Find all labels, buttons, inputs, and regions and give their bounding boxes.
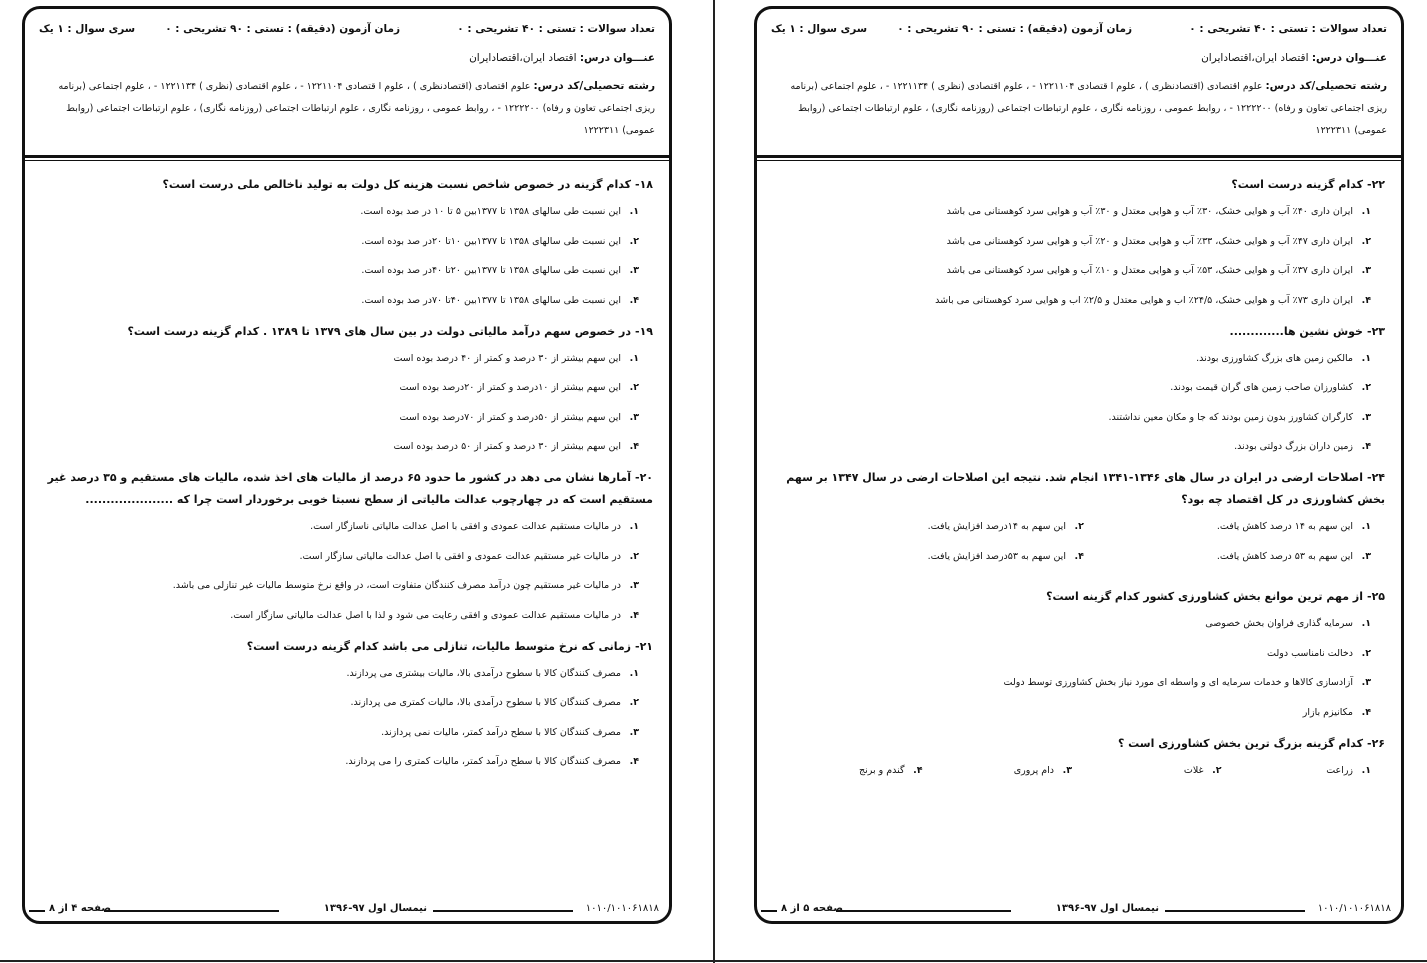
option-number: ۳. <box>1361 411 1371 423</box>
answer-option <box>797 547 1084 567</box>
exam-time: زمان آزمون (دقیقه) : تستی : ۹۰ تشریحی : ۰ <box>165 23 400 35</box>
answer-option <box>41 664 653 684</box>
option-text: مالکین زمین های بزرگ کشاورزی بودند. <box>1196 352 1353 364</box>
answer-option <box>1072 761 1222 781</box>
question-stem: اصلاحات ارضی در ایران در سال های ۱۳۴۶-۱۳۴۱ انجام شد. نتیجه این اصلاحات ارضی در سال ۱۳۴۷ بر سهم بخش کشاورزی در کل اقتصاد چه بود؟ <box>786 471 1385 506</box>
question-text <box>41 636 653 658</box>
options-list <box>773 614 1385 723</box>
option-number: ۳. <box>1361 550 1371 562</box>
answer-option <box>41 606 653 626</box>
question-item <box>773 174 1385 311</box>
exam-code: ۱۰۱۰/۱۰۱۰۶۱۸۱۸ <box>585 903 659 914</box>
answer-option <box>773 378 1385 398</box>
answer-option <box>773 232 1385 252</box>
option-text: این نسبت طی سالهای ۱۳۵۸ تا ۱۳۷۷بین ۴۰تا ۷۰در صد بوده است. <box>361 294 621 306</box>
option-number: ۱. <box>1361 618 1371 629</box>
option-number: ۳. <box>1361 265 1371 276</box>
option-number: ۱. <box>1361 352 1371 364</box>
page-number: صفحه ۴ از ۸ <box>49 903 111 914</box>
question-number: ۲۱- <box>634 639 653 653</box>
question-stem: آمارها نشان می دهد در کشور ما حدود ۶۵ درصد از مالیات های اخذ شده، مالیات های مستقیم و ۳۵ درصد غیر مستقیم است که در چهارچوب عدالت مالیاتی از سطح نسبتا خوبی برخوردار است چرا که ..................... <box>47 471 653 506</box>
question-text <box>41 321 653 343</box>
option-text: در مالیات مستقیم عدالت عمودی و افقی با اصل عدالت مالیاتی ناسازگار است. <box>310 521 621 532</box>
option-text: سرمایه گذاری فراوان بخش خصوصی <box>1205 618 1353 629</box>
option-number: ۳. <box>629 411 639 423</box>
course-title <box>1201 52 1387 64</box>
option-number: ۴. <box>629 756 639 767</box>
question-item <box>773 586 1385 723</box>
option-text: آزادسازی کالاها و خدمات سرمایه ای و واسطه ای مورد نیاز بخش کشاورزی توسط دولت <box>1003 677 1353 688</box>
question-stem: خوش نشین ها............. <box>1229 324 1363 338</box>
answer-option <box>773 261 1385 281</box>
answer-option <box>773 614 1385 634</box>
options-list <box>773 517 1385 576</box>
answer-option <box>41 408 653 428</box>
question-item <box>41 174 653 311</box>
question-item <box>773 467 1385 576</box>
question-stem: کدام گزینه درست است؟ <box>1231 178 1363 191</box>
answer-option <box>1084 517 1371 537</box>
bottom-rule <box>0 960 1427 962</box>
option-number: ۲. <box>629 235 639 247</box>
course-title-value: اقتصاد ایران،اقتصادایران <box>1201 52 1309 64</box>
option-number: ۲. <box>629 382 639 393</box>
option-number: ۱. <box>1361 521 1371 532</box>
option-number: ۴. <box>629 294 639 306</box>
option-number: ۳. <box>629 580 639 591</box>
question-item <box>41 467 653 626</box>
semester-label: نیمسال اول ۹۷-۱۳۹۶ <box>323 903 427 914</box>
option-text: کشاورزان صاحب زمین های گران قیمت بودند. <box>1170 382 1353 393</box>
option-text: زمین داران بزرگ دولتی بودند. <box>1234 441 1353 452</box>
option-number: ۳. <box>629 265 639 276</box>
option-number: ۴. <box>629 441 639 452</box>
question-text <box>773 586 1385 608</box>
option-number: ۱. <box>1361 206 1371 217</box>
answer-option <box>773 291 1385 311</box>
course-field <box>771 75 1387 142</box>
option-number: ۴. <box>913 764 923 776</box>
course-field-label: رشته تحصیلی/کد درس: <box>1265 80 1387 92</box>
option-text: زراعت <box>1326 764 1353 776</box>
option-text: دام پروری <box>1013 764 1054 776</box>
option-number: ۲. <box>629 550 639 562</box>
question-count: تعداد سوالات : تستی : ۴۰ تشریحی : ۰ <box>457 23 655 35</box>
option-text: این سهم بیشتر از ۱۰درصد و کمتر از ۲۰درصد بوده است <box>399 382 621 393</box>
answer-option <box>41 291 653 311</box>
answer-option <box>773 644 1385 664</box>
option-number: ۴. <box>629 609 639 621</box>
option-text: این سهم به ۱۴ درصد کاهش یافت. <box>1216 521 1353 532</box>
question-text <box>773 733 1385 755</box>
answer-option <box>41 723 653 743</box>
answer-option <box>773 703 1385 723</box>
answer-option <box>773 437 1385 457</box>
option-number: ۱. <box>629 667 639 679</box>
answer-option <box>773 202 1385 222</box>
option-text: در مالیات مستقیم عدالت عمودی و افقی رعایت می شود و لذا با اصل عدالت مالیاتی سازگار است. <box>230 609 621 621</box>
answer-option <box>41 349 653 369</box>
option-number: ۳. <box>1062 764 1072 776</box>
option-text: این نسبت طی سالهای ۱۳۵۸ تا ۱۳۷۷بین ۱۰تا ۲۰در صد بوده است. <box>361 235 621 247</box>
options-list <box>41 664 653 773</box>
option-text: مصرف کنندگان کالا با سطح درآمد کمتر، مالیات نمی پردازند. <box>381 726 621 738</box>
question-number: ۲۵- <box>1366 590 1385 603</box>
option-number: ۲. <box>1361 235 1371 247</box>
questions-list <box>773 174 1385 800</box>
answer-option <box>797 517 1084 537</box>
course-title-value: اقتصاد ایران،اقتصادایران <box>469 52 577 64</box>
header-separator <box>757 155 1401 161</box>
option-text: در مالیات غیر مستقیم عدالت عمودی و افقی با اصل عدالت مالیاتی سازگار است. <box>299 550 621 562</box>
question-number: ۲۳- <box>1366 324 1385 338</box>
answer-option <box>41 517 653 537</box>
option-text: این نسبت طی سالهای ۱۳۵۸ تا ۱۳۷۷بین ۵ تا ۱۰ در صد بوده است. <box>360 206 621 217</box>
option-text: ایران داری ۷۳٪ آب و هوایی خشک، ۲۴/۵٪ اب و هوایی معتدل و ۲/۵٪ اب و هوایی سرد کوهستانی می باشد <box>935 294 1353 306</box>
page-footer <box>757 903 1401 919</box>
page-divider <box>713 0 715 963</box>
option-text: این سهم به ۱۴درصد افزایش یافت. <box>927 521 1066 532</box>
question-item <box>773 733 1385 791</box>
answer-option <box>41 202 653 222</box>
exam-time: زمان آزمون (دقیقه) : تستی : ۹۰ تشریحی : ۰ <box>897 23 1132 35</box>
semester-label: نیمسال اول ۹۷-۱۳۹۶ <box>1055 903 1159 914</box>
question-number: ۱۸- <box>634 178 653 191</box>
option-text: این سهم به ۵۳ درصد کاهش یافت. <box>1216 550 1353 562</box>
question-stem: کدام گزینه بزرگ ترین بخش کشاورزی است ؟ <box>1117 736 1363 750</box>
option-number: ۱. <box>629 206 639 217</box>
question-text <box>41 467 653 511</box>
option-number: ۲. <box>1074 521 1084 532</box>
answer-option <box>773 673 1385 693</box>
question-number: ۲۶- <box>1366 736 1385 750</box>
questions-list <box>41 174 653 782</box>
option-number: ۲. <box>629 697 639 708</box>
question-number: ۲۴- <box>1366 471 1385 484</box>
options-list <box>41 517 653 626</box>
answer-option <box>1084 547 1371 567</box>
question-stem: کدام گزینه در خصوص شاخص نسبت هزینه کل دولت به تولید ناخالص ملی درست است؟ <box>162 178 631 191</box>
option-text: غلات <box>1183 764 1204 776</box>
option-number: ۴. <box>1361 441 1371 452</box>
question-text <box>773 467 1385 511</box>
question-item <box>773 321 1385 458</box>
option-number: ۳. <box>1361 677 1371 688</box>
course-title-label: عنـــوان درس: <box>579 52 655 64</box>
option-number: ۲. <box>1361 647 1371 659</box>
option-text: این نسبت طی سالهای ۱۳۵۸ تا ۱۳۷۷بین ۲۰تا ۴۰در صد بوده است. <box>361 265 621 276</box>
exam-page-4 <box>22 6 672 924</box>
option-text: ایران داری ۴۷٪ آب و هوایی خشک، ۳۳٪ آب و هوایی معتدل و ۲۰٪ آب و هوایی سرد کوهستانی می باشد <box>946 235 1353 247</box>
answer-option <box>41 232 653 252</box>
option-text: مکانیزم بازار <box>1302 706 1353 718</box>
options-list <box>41 202 653 311</box>
option-text: مصرف کنندگان کالا با سطوح درآمدی بالا، مالیات بیشتری می پردازند. <box>346 667 621 679</box>
question-series: سری سوال : ۱ یک <box>39 23 136 35</box>
answer-option <box>41 261 653 281</box>
question-text <box>773 174 1385 196</box>
course-field-value: علوم اقتصادی (اقتصادنظری ) ، علوم ا قتصادی ۱۲۲۱۱۰۴ - ، علوم اقتصادی (نظری ) ۱۲۲۱۱۳۴ - ، علوم اجتماعی (برنامه ریزی اجتماعی تعاون و رفاه) ۱۲۲۲۲۰۰ - ، روابط عمومی ، روزنامه نگاری ، علوم ارتباطات اجتماعی (روزنامه نگاری) ، علوم ارتباطات اجتماعی (روابط عمومی) ۱۲۲۲۳۱۱ <box>790 81 1387 136</box>
option-number: ۴. <box>1361 706 1371 718</box>
header-info-row <box>39 23 655 41</box>
options-list <box>773 761 1385 791</box>
option-text: گندم و برنج <box>858 764 905 776</box>
question-number: ۲۲- <box>1366 178 1385 191</box>
option-number: ۴. <box>1074 550 1084 562</box>
question-text <box>773 321 1385 343</box>
option-text: مصرف کنندگان کالا با سطوح درآمدی بالا، مالیات کمتری می پردازند. <box>350 697 621 708</box>
question-item <box>41 636 653 773</box>
option-text: ایران داری ۴۰٪ آب و هوایی خشک، ۳۰٪ آب و هوایی معتدل و ۳۰٪ آب و هوایی سرد کوهستانی می باشد <box>946 206 1353 217</box>
page-number: صفحه ۵ از ۸ <box>781 903 843 914</box>
question-item <box>41 321 653 458</box>
option-number: ۴. <box>1361 294 1371 306</box>
question-number: ۲۰- <box>634 471 653 484</box>
question-number: ۱۹- <box>634 324 653 338</box>
course-title <box>469 52 655 64</box>
page-footer <box>25 903 669 919</box>
question-series: سری سوال : ۱ یک <box>771 23 868 35</box>
answer-option <box>41 437 653 457</box>
answer-option <box>41 378 653 398</box>
option-text: در مالیات غیر مستقیم چون درآمد مصرف کنندگان متفاوت است، در واقع نرخ متوسط مالیات غیر تنازلی می باشد. <box>172 580 621 591</box>
option-number: ۱. <box>629 352 639 364</box>
option-text: مصرف کنندگان کالا با سطح درآمد کمتر، مالیات کمتری را می پردازند. <box>345 756 621 767</box>
answer-option <box>923 761 1073 781</box>
options-list <box>773 349 1385 458</box>
header-info-row <box>771 23 1387 41</box>
option-text: این سهم بیشتر از ۵۰درصد و کمتر از ۷۰درصد بوده است <box>399 411 621 423</box>
option-text: ایران داری ۳۷٪ آب و هوایی خشک، ۵۳٪ آب و هوایی معتدل و ۱۰٪ آب و هوایی سرد کوهستانی می باشد <box>946 265 1353 276</box>
exam-header <box>757 9 1401 159</box>
question-stem: در خصوص سهم درآمد مالیاتی دولت در بین سال های ۱۳۷۹ تا ۱۳۸۹ . کدام گزینه درست است؟ <box>127 324 631 338</box>
answer-option <box>41 576 653 596</box>
answer-option <box>41 752 653 772</box>
question-stem: از مهم ترین موانع بخش کشاورزی کشور کدام گزینه است؟ <box>1046 590 1363 603</box>
answer-option <box>773 349 1385 369</box>
option-number: ۳. <box>629 726 639 738</box>
option-text: این سهم بیشتر از ۳۰ درصد و کمتر از ۴۰ درصد بوده است <box>393 352 621 364</box>
answer-option <box>773 408 1385 428</box>
course-title-label: عنـــوان درس: <box>1311 52 1387 64</box>
option-text: این سهم بیشتر از ۳۰ درصد و کمتر از ۵۰ درصد بوده است <box>393 441 621 452</box>
option-number: ۱. <box>1361 764 1371 776</box>
options-list <box>41 349 653 458</box>
option-text: کارگران کشاورز بدون زمین بودند که جا و مکان معین نداشتند. <box>1108 411 1353 423</box>
course-field-label: رشته تحصیلی/کد درس: <box>533 80 655 92</box>
header-separator <box>25 155 669 161</box>
option-text: این سهم به ۵۳درصد افزایش یافت. <box>927 550 1066 562</box>
course-field-value: علوم اقتصادی (اقتصادنظری ) ، علوم ا قتصادی ۱۲۲۱۱۰۴ - ، علوم اقتصادی (نظری ) ۱۲۲۱۱۳۴ - ، علوم اجتماعی (برنامه ریزی اجتماعی تعاون و رفاه) ۱۲۲۲۲۰۰ - ، روابط عمومی ، روزنامه نگاری ، علوم ارتباطات اجتماعی (روزنامه نگاری) ، علوم ارتباطات اجتماعی (روابط عمومی) ۱۲۲۲۳۱۱ <box>58 81 655 136</box>
question-count: تعداد سوالات : تستی : ۴۰ تشریحی : ۰ <box>1189 23 1387 35</box>
question-stem: زمانی که نرخ متوسط مالیات، تنازلی می باشد کدام گزینه درست است؟ <box>246 639 631 653</box>
option-number: ۲. <box>1212 764 1222 776</box>
exam-page-5 <box>754 6 1404 924</box>
answer-option <box>1222 761 1372 781</box>
exam-code: ۱۰۱۰/۱۰۱۰۶۱۸۱۸ <box>1317 903 1391 914</box>
answer-option <box>41 547 653 567</box>
course-field <box>39 75 655 142</box>
exam-header <box>25 9 669 159</box>
answer-option <box>41 693 653 713</box>
question-text <box>41 174 653 196</box>
option-number: ۲. <box>1361 382 1371 393</box>
answer-option <box>773 761 923 781</box>
option-text: دخالت نامناسب دولت <box>1267 647 1353 659</box>
options-list <box>773 202 1385 311</box>
option-number: ۱. <box>629 521 639 532</box>
